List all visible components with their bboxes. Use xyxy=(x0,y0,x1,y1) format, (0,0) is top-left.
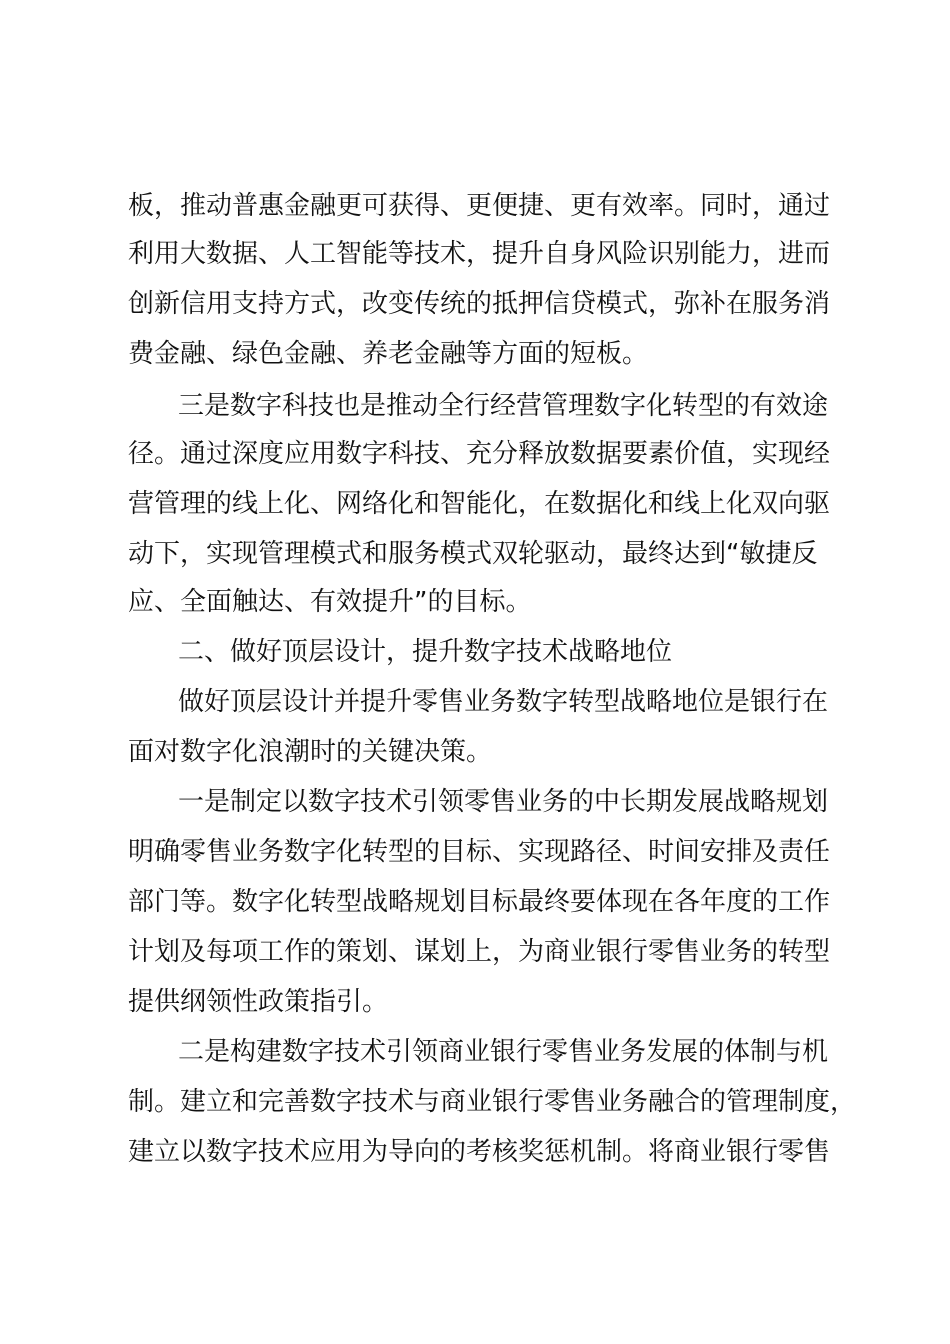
text-line: 创新信用支持方式，改变传统的抵押信贷模式，弥补在服务消 xyxy=(128,289,831,319)
text-line: 提供纲领性政策指引。 xyxy=(128,987,389,1017)
text-line: 动下，实现管理模式和服务模式双轮驱动，最终达到“敏捷反 xyxy=(128,539,818,569)
text-line: 计划及每项工作的策划、谋划上，为商业银行零售业务的转型 xyxy=(128,937,831,967)
text-line: 费金融、绿色金融、养老金融等方面的短板。 xyxy=(128,339,649,369)
text-line: 利用大数据、人工智能等技术，提升自身风险识别能力，进而 xyxy=(128,239,831,269)
text-line: 制。建立和完善数字技术与商业银行零售业务融合的管理制度， xyxy=(128,1087,857,1117)
text-line: 应、全面触达、有效提升”的目标。 xyxy=(128,587,532,617)
text-line: 部门等。数字化转型战略规划目标最终要体现在各年度的工作 xyxy=(128,887,831,917)
text-line: 三是数字科技也是推动全行经营管理数字化转型的有效途 xyxy=(178,391,829,421)
section-heading: 二、做好顶层设计，提升数字技术战略地位 xyxy=(178,637,673,667)
text-line: 建立以数字技术应用为导向的考核奖惩机制。将商业银行零售 xyxy=(128,1137,831,1167)
text-line: 明确零售业务数字化转型的目标、实现路径、时间安排及责任 xyxy=(128,837,831,867)
text-line: 一是制定以数字技术引领零售业务的中长期发展战略规划 xyxy=(178,787,829,817)
text-line: 做好顶层设计并提升零售业务数字转型战略地位是银行在 xyxy=(178,687,829,717)
text-line: 面对数字化浪潮时的关键决策。 xyxy=(128,737,493,767)
text-line: 板，推动普惠金融更可获得、更便捷、更有效率。同时，通过 xyxy=(128,191,831,221)
text-line: 营管理的线上化、网络化和智能化，在数据化和线上化双向驱 xyxy=(128,489,831,519)
text-line: 二是构建数字技术引领商业银行零售业务发展的体制与机 xyxy=(178,1037,829,1067)
text-line: 径。通过深度应用数字科技、充分释放数据要素价值，实现经 xyxy=(128,439,831,469)
